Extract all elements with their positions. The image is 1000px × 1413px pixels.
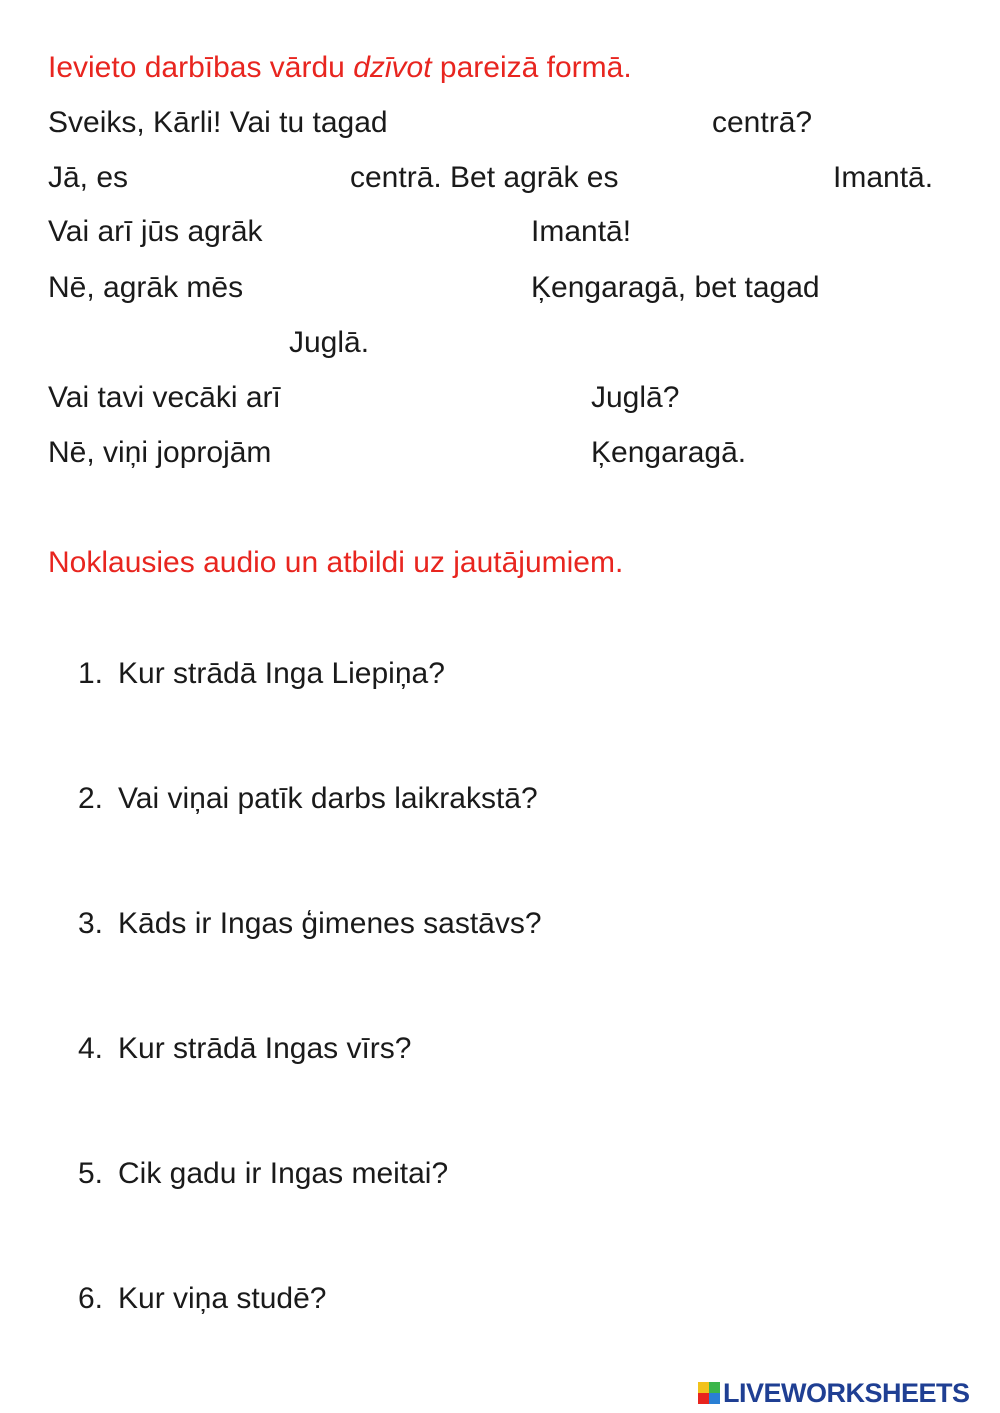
line3-text-1: Vai arī jūs agrāk	[48, 215, 263, 248]
question-text: Kur strādā Inga Liepiņa?	[118, 657, 445, 690]
line3-text-2: Imantā!	[531, 215, 632, 248]
line7-text-1: Nē, viņi joprojām	[48, 436, 272, 469]
answer-field-6[interactable]	[118, 1325, 962, 1367]
instruction-verb: dzīvot	[353, 51, 432, 84]
line1-text-1: Sveiks, Kārli! Vai tu tagad	[48, 106, 388, 139]
answer-field-3[interactable]	[118, 950, 962, 992]
line4-text-2: Ķengaragā, bet tagad	[531, 271, 820, 304]
line1-blank[interactable]	[440, 106, 704, 142]
question-text: Cik gadu ir Ingas meitai?	[118, 1157, 449, 1190]
question-text: Kur viņa studē?	[118, 1282, 327, 1315]
line5-blank[interactable]	[48, 326, 282, 362]
line6-blank[interactable]	[320, 381, 584, 417]
line6-text-1: Vai tavi vecāki arī	[48, 381, 281, 414]
line2-text-2: centrā. Bet agrāk es	[350, 161, 619, 194]
liveworksheets-logo-icon	[698, 1382, 720, 1404]
exercise2-instruction: Noklausies audio un atbildi uz jautājumiem.	[48, 546, 624, 579]
answer-field-2[interactable]	[118, 825, 962, 867]
line2-blank-1[interactable]	[150, 161, 344, 197]
question-number: 5.	[78, 1157, 104, 1190]
line4-blank-1[interactable]	[275, 271, 524, 307]
line5-text-1: Juglā.	[289, 326, 370, 359]
line4-text-1: Nē, agrāk mēs	[48, 271, 244, 304]
exercise1-instruction	[48, 50, 632, 86]
question-text: Kāds ir Ingas ģimenes sastāvs?	[118, 907, 542, 940]
line3-blank[interactable]	[300, 215, 524, 251]
question-number: 1.	[78, 657, 104, 690]
answer-field-5[interactable]	[118, 1200, 962, 1242]
question-text: Kur strādā Ingas vīrs?	[118, 1032, 412, 1065]
line1-text-2: centrā?	[712, 106, 813, 139]
line7-blank[interactable]	[305, 436, 584, 472]
logo-text: LIVEWORKSHEETS	[723, 1377, 970, 1408]
line6-text-2: Juglā?	[591, 381, 680, 414]
line7-text-2: Ķengaragā.	[591, 436, 747, 469]
line2-text-3: Imantā.	[833, 161, 934, 194]
question-number: 3.	[78, 907, 104, 940]
question-number: 4.	[78, 1032, 104, 1065]
liveworksheets-logo	[698, 1378, 970, 1408]
line2-text-1: Jā, es	[48, 161, 129, 194]
question-number: 2.	[78, 782, 104, 815]
answer-field-4[interactable]	[118, 1075, 962, 1117]
instruction-text-before: Ievieto darbības vārdu	[48, 51, 345, 84]
answer-field-1[interactable]	[118, 700, 962, 742]
question-text: Vai viņai patīk darbs laikrakstā?	[118, 782, 538, 815]
instruction-text-after: pareizā formā.	[439, 51, 632, 84]
line2-blank-2[interactable]	[660, 161, 829, 197]
question-number: 6.	[78, 1282, 104, 1315]
